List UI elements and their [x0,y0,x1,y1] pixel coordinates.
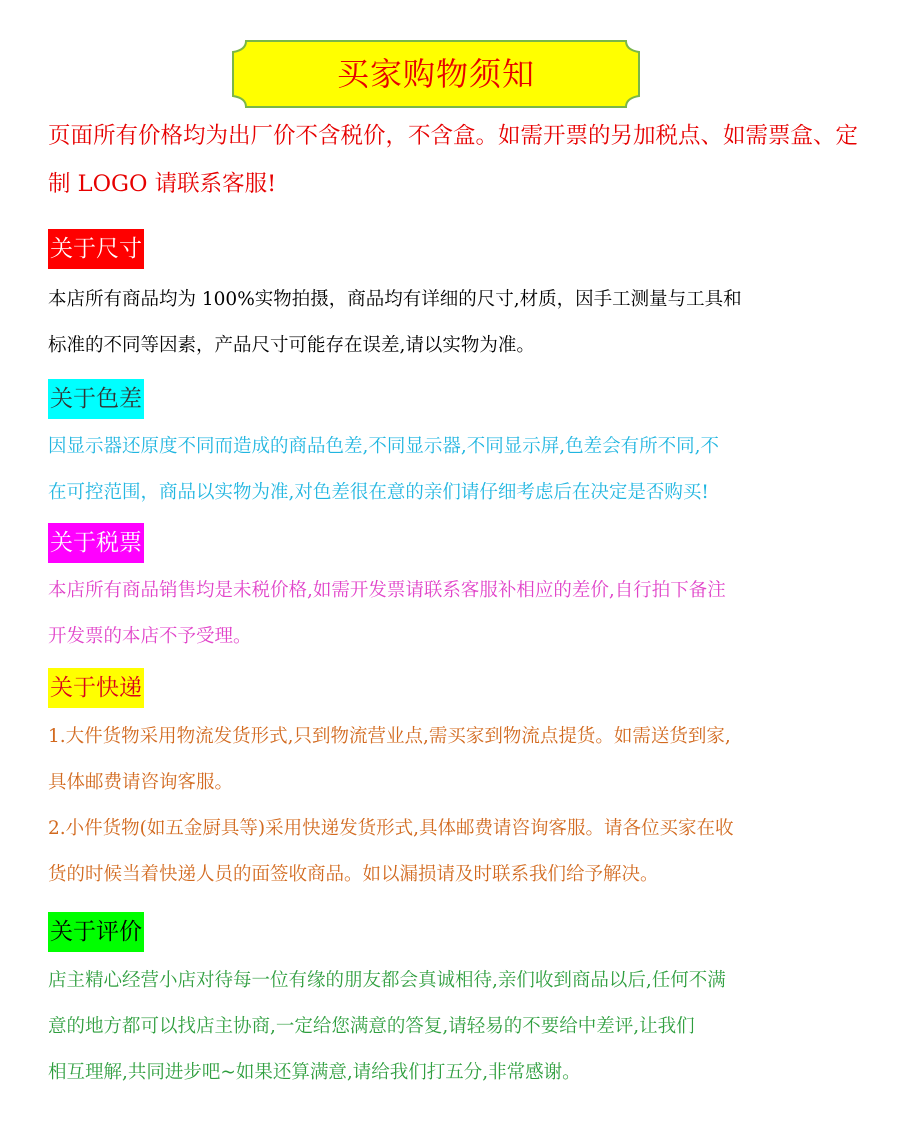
section-body-color [48,424,874,516]
title-banner [232,40,640,108]
section-line: 相互理解,共同进步吧~如果还算满意,请给我们打五分,非常感谢。 [48,1062,581,1083]
section-heading-color: 关于色差 [48,379,144,419]
section-line: 2.小件货物(如五金厨具等)采用快递发货形式,具体邮费请咨询客服。请各位买家在收 [48,818,734,839]
section-line: 意的地方都可以找店主协商,一定给您满意的答复,请轻易的不要给中差评,让我们 [48,1016,695,1037]
page-title: 买家购物须知 [336,55,535,93]
section-body-shipping [48,714,874,898]
section-line: 店主精心经营小店对待每一位有缘的朋友都会真诚相待,亲们收到商品以后,任何不满 [48,970,726,991]
section-body-tax [48,568,874,660]
section-line: 在可控范围，商品以实物为准,对色差很在意的亲们请仔细考虑后在决定是否购买! [48,482,709,503]
section-line: 本店所有商品均为 100%实物拍摄，商品均有详细的尺寸,材质，因手工测量与工具和 [48,289,742,310]
section-line: 开发票的本店不予受理。 [48,626,252,647]
section-heading-tax: 关于税票 [48,523,144,563]
section-line: 1.大件货物采用物流发货形式,只到物流营业点,需买家到物流点提货。如需送货到家, [48,726,731,747]
section-heading-review: 关于评价 [48,912,144,952]
section-line: 标准的不同等因素，产品尺寸可能存在误差,请以实物为准。 [48,335,535,356]
section-line: 本店所有商品销售均是未税价格,如需开发票请联系客服补相应的差价,自行拍下备注 [48,580,726,601]
section-heading-size: 关于尺寸 [48,229,144,269]
section-body-review [48,958,874,1096]
intro-notice: 页面所有价格均为出厂价不含税价，不含盒。如需开票的另加税点、如需票盒、定制 LOGO 请联系客服! [48,123,859,197]
section-line: 具体邮费请咨询客服。 [48,772,234,793]
section-heading-shipping: 关于快递 [48,668,144,708]
section-line: 货的时候当着快递人员的面签收商品。如以漏损请及时联系我们给予解决。 [48,864,659,885]
section-body-size [48,277,874,369]
section-line: 因显示器还原度不同而造成的商品色差,不同显示器,不同显示屏,色差会有所不同,不 [48,436,720,457]
